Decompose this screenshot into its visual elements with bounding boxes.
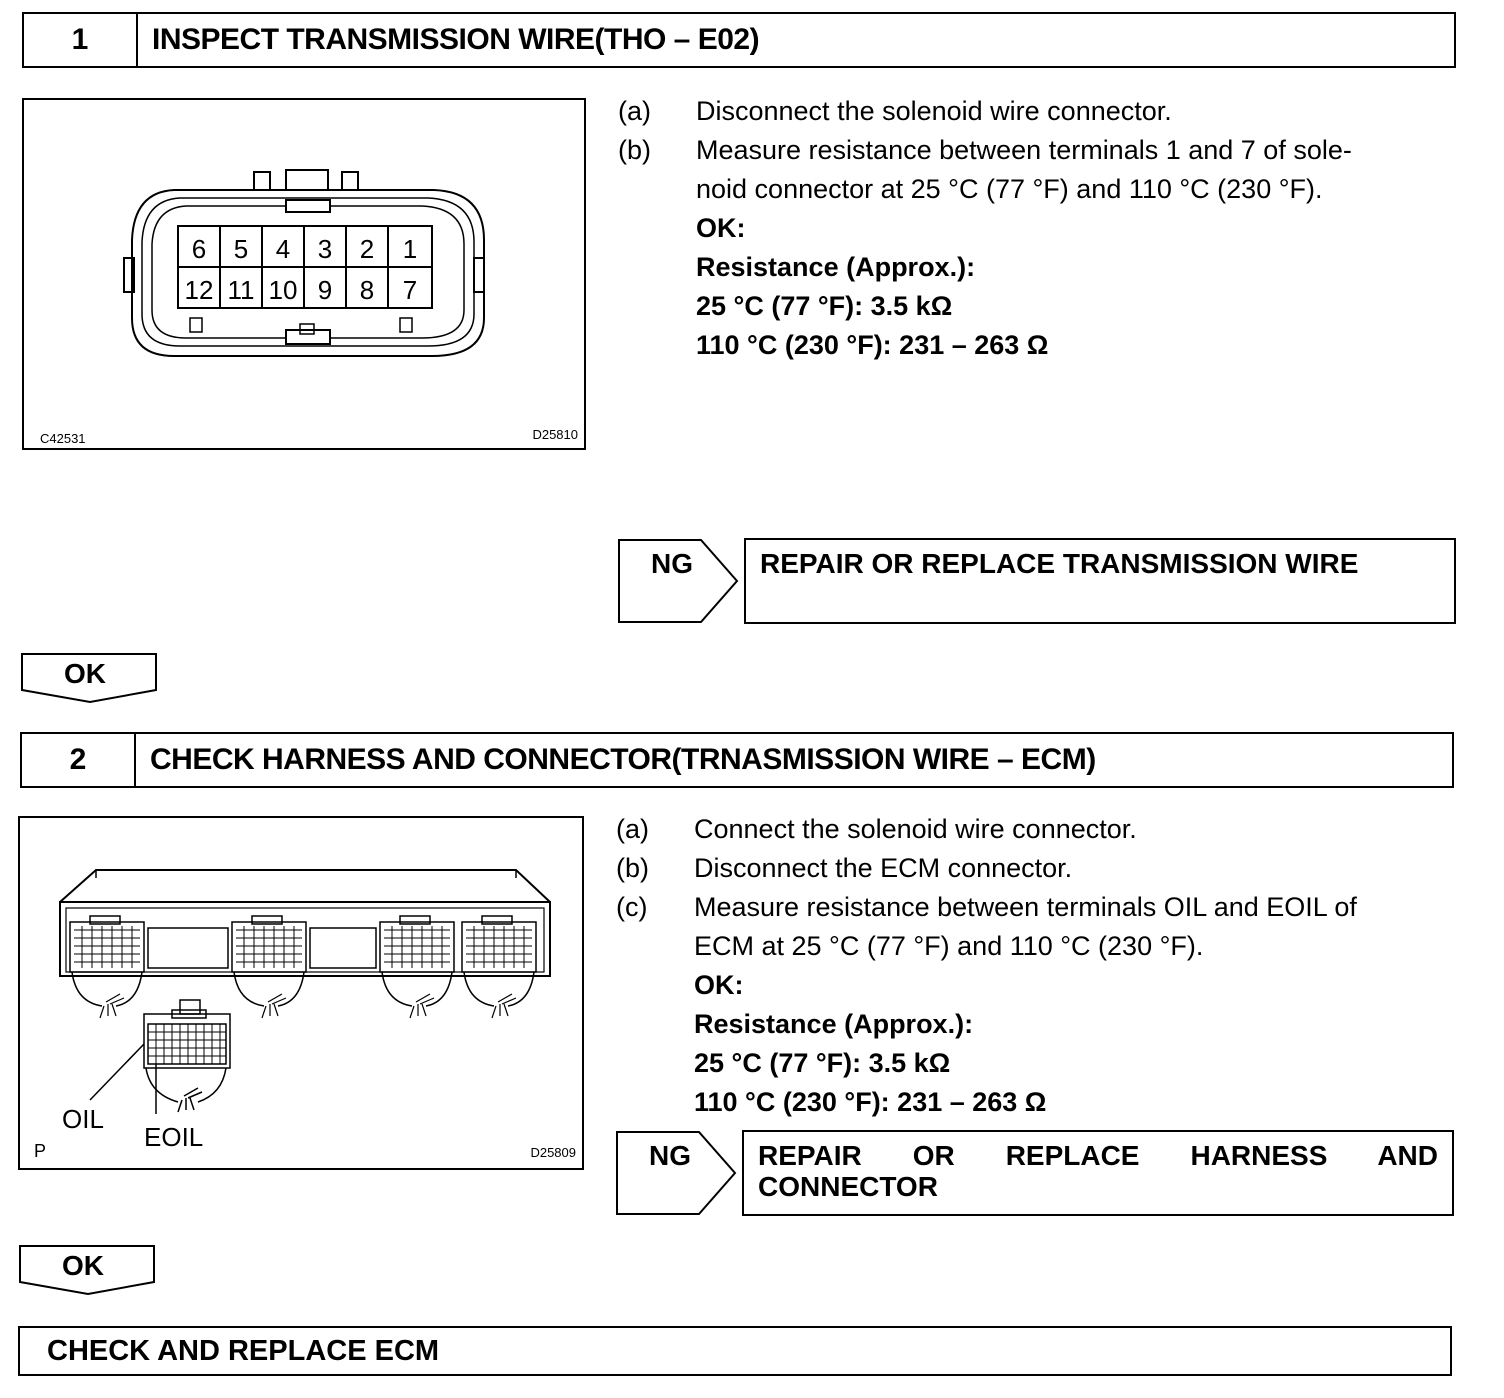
instruction-text (694, 888, 1456, 966)
terminal-1: 1 (402, 234, 418, 264)
step-2-header (20, 732, 1454, 788)
terminal-3: 3 (317, 234, 333, 264)
instruction-label: (a) (616, 814, 649, 844)
instruction-item (618, 131, 1454, 209)
terminal-10: 10 (268, 275, 298, 305)
ng-result-line: REPAIR OR REPLACE HARNESS AND (758, 1140, 1438, 1171)
terminal-9: 9 (317, 275, 333, 305)
terminal-label-eoil: EOIL (144, 1122, 204, 1152)
terminal-2: 2 (359, 234, 375, 264)
ok-label: OK (64, 658, 106, 689)
spec-ok: OK: (694, 970, 744, 1000)
terminal-12: 12 (184, 275, 214, 305)
figure-code-left: P (34, 1141, 47, 1161)
step-1-title: INSPECT TRANSMISSION WIRE(THO – E02) (152, 23, 760, 56)
final-action-box (18, 1326, 1452, 1376)
spec-value-25c: 25 °C (77 °F): 3.5 kΩ (696, 291, 953, 321)
instruction-line: ECM at 25 °C (77 °F) and 110 °C (230 °F). (694, 931, 1204, 961)
instruction-label: (c) (616, 892, 648, 922)
instruction-label: (b) (618, 135, 651, 165)
instruction-label: (b) (616, 853, 649, 883)
step-1-connector-figure (22, 98, 586, 450)
instruction-text: Connect the solenoid wire connector. (694, 814, 1137, 844)
instruction-label: (a) (618, 96, 651, 126)
ng-result-line: CONNECTOR (758, 1171, 938, 1202)
spec-value-110c: 110 °C (230 °F): 231 – 263 Ω (696, 330, 1049, 360)
spec-ok: OK: (696, 213, 746, 243)
step-2-instructions (616, 810, 1456, 1122)
instruction-item (616, 888, 1456, 966)
instruction-item (616, 810, 1456, 849)
step-2-number: 2 (22, 734, 136, 786)
terminal-11: 11 (227, 275, 255, 305)
solenoid-connector-diagram (24, 100, 584, 448)
step-2-ng-arrow (615, 1130, 739, 1216)
final-action-text: CHECK AND REPLACE ECM (47, 1334, 440, 1367)
instruction-item (618, 92, 1454, 131)
step-2-ecm-figure (18, 816, 584, 1170)
ng-label: NG (651, 548, 693, 579)
figure-code-right: D25809 (530, 1145, 576, 1160)
figure-code-right: D25810 (532, 427, 578, 442)
spec-value-25c: 25 °C (77 °F): 3.5 kΩ (694, 1048, 951, 1078)
step-2-title: CHECK HARNESS AND CONNECTOR(TRNASMISSION WIRE – ECM) (150, 743, 1096, 776)
terminal-6: 6 (191, 234, 207, 264)
terminal-4: 4 (275, 234, 291, 264)
instruction-line: Measure resistance between terminals OIL and EOIL of (694, 892, 1357, 922)
spec-heading: Resistance (Approx.): (696, 252, 976, 282)
terminal-7: 7 (402, 275, 418, 305)
ng-label: NG (649, 1140, 691, 1171)
spec-value-110c: 110 °C (230 °F): 231 – 263 Ω (694, 1087, 1047, 1117)
ok-label: OK (62, 1250, 104, 1281)
step-1-number: 1 (24, 14, 138, 66)
step-1-ng-arrow (617, 538, 741, 624)
instruction-line: Measure resistance between terminals 1 and 7 of sole- (696, 135, 1352, 165)
instruction-text: Disconnect the ECM connector. (694, 853, 1073, 883)
instruction-text: Disconnect the solenoid wire connector. (696, 96, 1172, 126)
figure-code-left: C42531 (40, 431, 86, 446)
spec-heading: Resistance (Approx.): (694, 1009, 974, 1039)
terminal-8: 8 (359, 275, 375, 305)
terminal-5: 5 (233, 234, 249, 264)
step-1-instructions (618, 92, 1454, 365)
instruction-line: noid connector at 25 °C (77 °F) and 110 °C (230 °F). (696, 174, 1323, 204)
step-1-ng-result: REPAIR OR REPLACE TRANSMISSION WIRE (744, 538, 1456, 624)
instruction-text (696, 131, 1454, 209)
terminal-label-oil: OIL (62, 1104, 104, 1134)
step-1-header (22, 12, 1456, 68)
ecm-connector-diagram (20, 818, 582, 1168)
step-1-ok-arrow (20, 652, 160, 704)
step-2-ng-result (742, 1130, 1454, 1216)
step-2-ok-arrow (18, 1244, 158, 1296)
instruction-item (616, 849, 1456, 888)
